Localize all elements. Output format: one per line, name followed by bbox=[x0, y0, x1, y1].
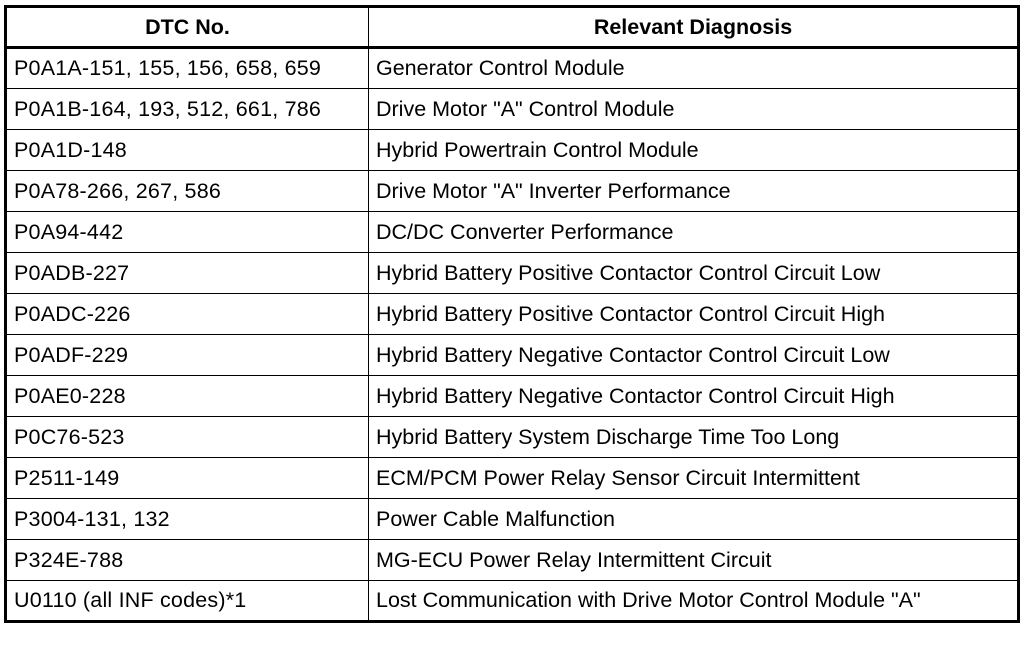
table-row bbox=[6, 130, 1019, 171]
diagnosis-cell: Lost Communication with Drive Motor Control Module "A" bbox=[369, 581, 1019, 622]
dtc-code-cell: P324E-788 bbox=[6, 540, 369, 581]
table-row bbox=[6, 294, 1019, 335]
dtc-code-cell: P0A1B-164, 193, 512, 661, 786 bbox=[6, 89, 369, 130]
dtc-code-cell: P0C76-523 bbox=[6, 417, 369, 458]
table-header-row bbox=[6, 7, 1019, 48]
diagnosis-cell: Hybrid Battery Positive Contactor Control Circuit High bbox=[369, 294, 1019, 335]
header-relevant-diagnosis: Relevant Diagnosis bbox=[369, 7, 1019, 48]
dtc-code-cell: P0ADC-226 bbox=[6, 294, 369, 335]
dtc-code-cell: P0A94-442 bbox=[6, 212, 369, 253]
table-row bbox=[6, 417, 1019, 458]
table-row bbox=[6, 499, 1019, 540]
dtc-code-cell: U0110 (all INF codes)*1 bbox=[6, 581, 369, 622]
diagnosis-cell: Hybrid Battery Negative Contactor Control Circuit Low bbox=[369, 335, 1019, 376]
diagnosis-cell: Generator Control Module bbox=[369, 48, 1019, 89]
table-row bbox=[6, 458, 1019, 499]
diagnosis-cell: DC/DC Converter Performance bbox=[369, 212, 1019, 253]
diagnosis-cell: Power Cable Malfunction bbox=[369, 499, 1019, 540]
dtc-code-cell: P0AE0-228 bbox=[6, 376, 369, 417]
diagnosis-cell: Hybrid Powertrain Control Module bbox=[369, 130, 1019, 171]
header-dtc-no: DTC No. bbox=[6, 7, 369, 48]
dtc-code-cell: P0A78-266, 267, 586 bbox=[6, 171, 369, 212]
table-row bbox=[6, 89, 1019, 130]
dtc-code-cell: P0A1D-148 bbox=[6, 130, 369, 171]
dtc-code-cell: P0ADF-229 bbox=[6, 335, 369, 376]
dtc-table bbox=[4, 5, 1020, 623]
diagnosis-cell: Hybrid Battery Positive Contactor Control Circuit Low bbox=[369, 253, 1019, 294]
dtc-code-cell: P3004-131, 132 bbox=[6, 499, 369, 540]
diagnosis-cell: Drive Motor "A" Control Module bbox=[369, 89, 1019, 130]
table-row bbox=[6, 540, 1019, 581]
diagnosis-cell: ECM/PCM Power Relay Sensor Circuit Intermittent bbox=[369, 458, 1019, 499]
dtc-code-cell: P0A1A-151, 155, 156, 658, 659 bbox=[6, 48, 369, 89]
table-row bbox=[6, 581, 1019, 622]
table-row bbox=[6, 335, 1019, 376]
diagnosis-cell: Drive Motor "A" Inverter Performance bbox=[369, 171, 1019, 212]
table-row bbox=[6, 48, 1019, 89]
dtc-code-cell: P2511-149 bbox=[6, 458, 369, 499]
dtc-code-cell: P0ADB-227 bbox=[6, 253, 369, 294]
diagnosis-cell: Hybrid Battery System Discharge Time Too Long bbox=[369, 417, 1019, 458]
table-row bbox=[6, 376, 1019, 417]
table-row bbox=[6, 253, 1019, 294]
diagnosis-cell: Hybrid Battery Negative Contactor Control Circuit High bbox=[369, 376, 1019, 417]
table-row bbox=[6, 171, 1019, 212]
table-row bbox=[6, 212, 1019, 253]
diagnosis-cell: MG-ECU Power Relay Intermittent Circuit bbox=[369, 540, 1019, 581]
